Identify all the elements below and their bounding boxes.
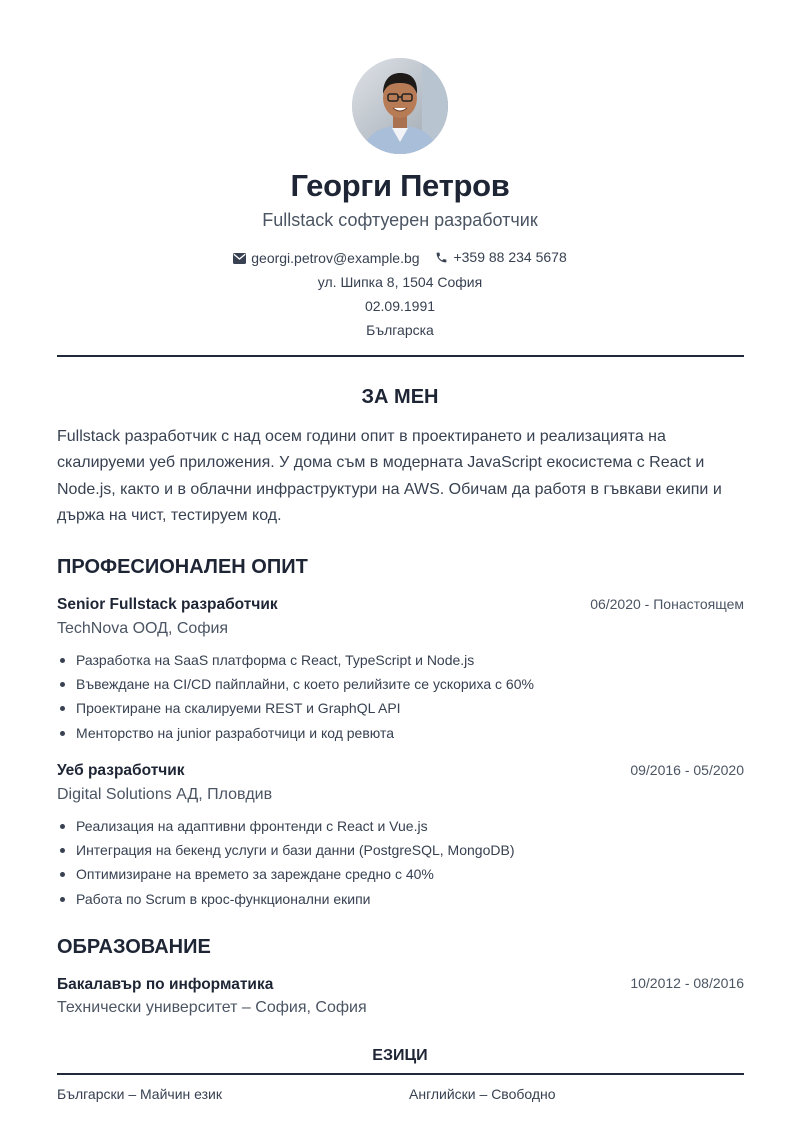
nationality: Българска — [366, 322, 434, 338]
languages-divider — [57, 1073, 744, 1075]
phone-text: +359 88 234 5678 — [453, 249, 567, 265]
experience-heading: ПРОФЕСИОНАЛЕН ОПИТ — [57, 556, 308, 578]
birth-date: 02.09.1991 — [364, 298, 436, 314]
language-item: Български – Майчин език — [57, 1086, 222, 1102]
phone-icon — [435, 251, 448, 264]
avatar — [352, 58, 448, 154]
job-title-subtitle: Fullstack софтуерен разработчик — [262, 210, 538, 230]
address: ул. Шипка 8, 1504 София — [317, 274, 483, 290]
education-dates: 10/2012 - 08/2016 — [630, 975, 744, 991]
job-title: Уеб разработчик — [57, 762, 185, 779]
job-dates: 06/2020 - Понастоящем — [590, 596, 744, 612]
email-text: georgi.petrov@example.bg — [251, 250, 420, 266]
list-item: Реализация на адаптивни фронтенди с React и Vue.js — [57, 814, 514, 838]
job-title: Senior Fullstack разработчик — [57, 596, 278, 613]
degree-title: Бакалавър по информатика — [57, 976, 274, 993]
header-divider — [57, 355, 744, 357]
job-bullets — [57, 648, 534, 745]
list-item: Въвеждане на CI/CD пайплайни, с което релийзите се ускориха с 60% — [57, 672, 534, 696]
job-bullets — [57, 814, 514, 911]
list-item: Проектиране на скалируеми REST и GraphQL API — [57, 696, 534, 720]
envelope-icon — [233, 253, 246, 264]
job-company: TechNova ООД, София — [57, 620, 229, 637]
list-item: Работа по Scrum в крос-функционални екипи — [57, 887, 514, 911]
list-item: Разработка на SaaS платформа с React, TypeScript и Node.js — [57, 648, 534, 672]
email-contact[interactable] — [233, 250, 419, 266]
profile-photo — [352, 58, 448, 154]
job-company: Digital Solutions АД, Пловдив — [57, 786, 273, 803]
phone-contact[interactable] — [435, 249, 566, 265]
contact-row — [0, 249, 800, 267]
language-item: Английски – Свободно — [409, 1086, 556, 1102]
list-item: Интеграция на бекенд услуги и бази данни (PostgreSQL, MongoDB) — [57, 838, 514, 862]
list-item: Оптимизиране на времето за зареждане средно с 40% — [57, 862, 514, 886]
candidate-name: Георги Петров — [290, 168, 510, 203]
about-heading: ЗА МЕН — [361, 386, 439, 408]
languages-heading: ЕЗИЦИ — [372, 1047, 428, 1064]
school-name: Технически университет – София, София — [57, 999, 367, 1016]
job-dates: 09/2016 - 05/2020 — [630, 762, 744, 778]
list-item: Менторство на junior разработчици и код ревюта — [57, 721, 534, 745]
about-text: Fullstack разработчик с над осем години опит в проектирането и реализацията на скалируеми уеб приложения. У дома съм в модерната JavaScript екосистема с React и Node.js, както и в облачни инфраструктури на AWS. Обичам да работя в гъвкави екипи и държа на чист, тестируем код. — [57, 428, 722, 524]
education-heading: ОБРАЗОВАНИЕ — [57, 936, 211, 958]
